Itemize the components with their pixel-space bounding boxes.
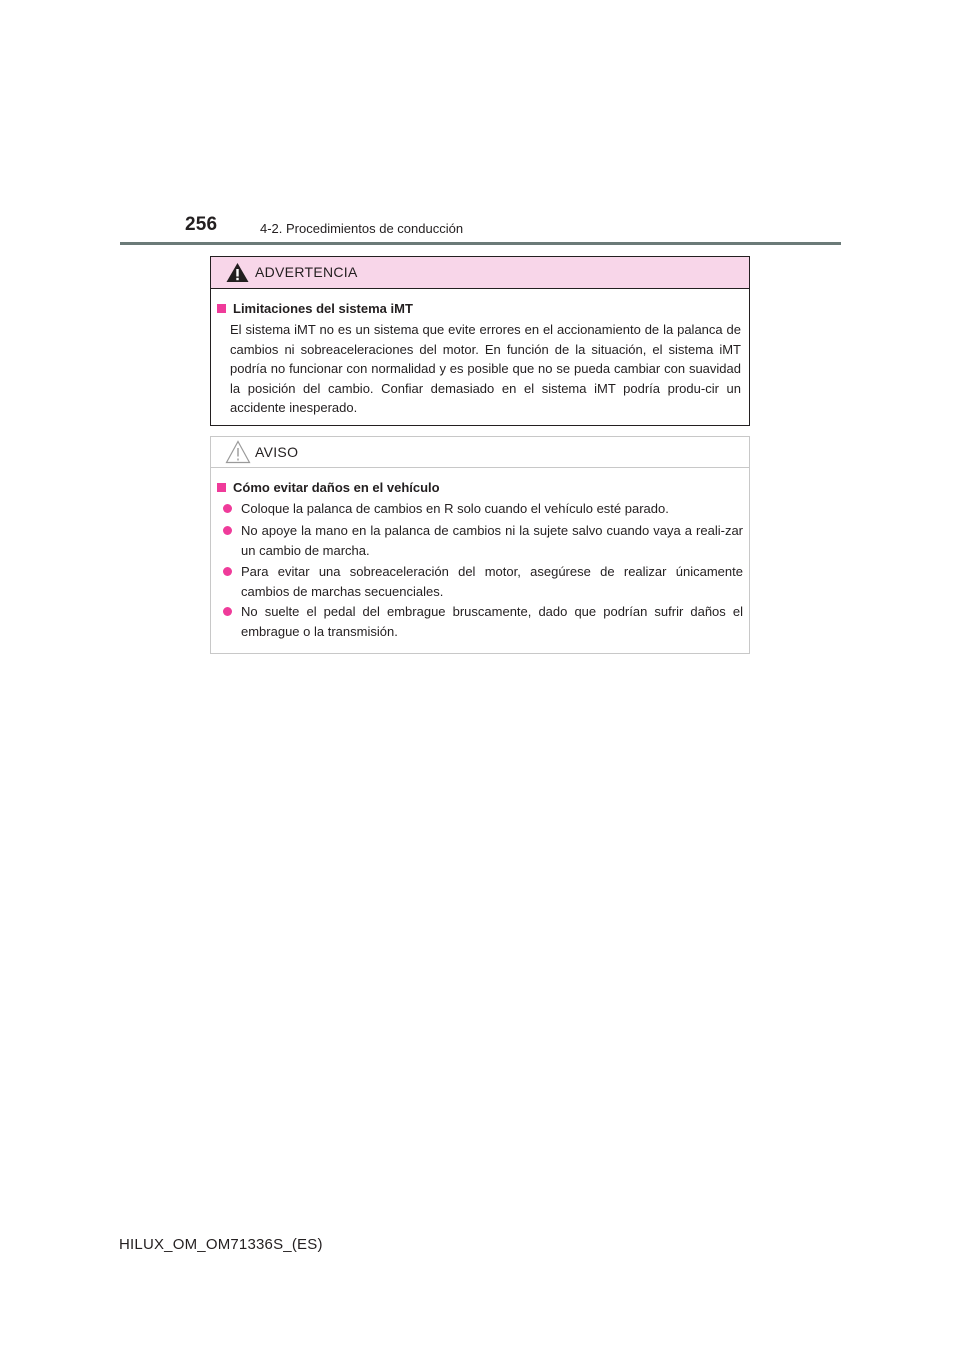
notice-title: AVISO [255, 444, 299, 460]
round-bullet-icon [223, 526, 232, 535]
square-bullet-icon [217, 483, 226, 492]
warning-paragraph: El sistema iMT no es un sistema que evite errores en el accionamiento de la palanca de cambios ni sobreaceleraciones del motor. En función de la situación, el sistema iMT podría no funcionar con normalidad y es posible que no se pueda cambiar con suavidad la posición del cambio. Confiar demasiado en el sistema iMT podría produ-cir un accidente inesperado. [230, 322, 741, 415]
square-bullet-icon [217, 304, 226, 313]
warning-subheading: Limitaciones del sistema iMT [217, 301, 413, 316]
list-item: No apoye la mano en la palanca de cambios ni la sujete salvo cuando vaya a reali-zar un cambio de marcha. [223, 521, 743, 560]
warning-triangle-icon [226, 262, 249, 283]
notice-box [210, 436, 750, 654]
warning-title: ADVERTENCIA [255, 264, 358, 280]
warning-header [211, 257, 749, 289]
warning-box [210, 256, 750, 426]
notice-header [211, 437, 749, 468]
header-divider [120, 242, 841, 245]
page-number: 256 [185, 214, 218, 235]
round-bullet-icon [223, 567, 232, 576]
list-item: Para evitar una sobreaceleración del motor, asegúrese de realizar únicamente cambios de marchas secuenciales. [223, 562, 743, 601]
round-bullet-icon [223, 504, 232, 513]
notice-subheading: Cómo evitar daños en el vehículo [217, 480, 440, 495]
caution-triangle-outline-icon [225, 440, 251, 464]
section-title: 4-2. Procedimientos de conducción [260, 221, 464, 236]
list-item: Coloque la palanca de cambios en R solo cuando el vehículo esté parado. [223, 499, 743, 519]
document-code: HILUX_OM_OM71336S_(ES) [119, 1236, 323, 1253]
round-bullet-icon [223, 607, 232, 616]
list-item: No suelte el pedal del embrague bruscamente, dado que podrían sufrir daños el embrague o la transmisión. [223, 602, 743, 641]
page-header [0, 0, 960, 250]
